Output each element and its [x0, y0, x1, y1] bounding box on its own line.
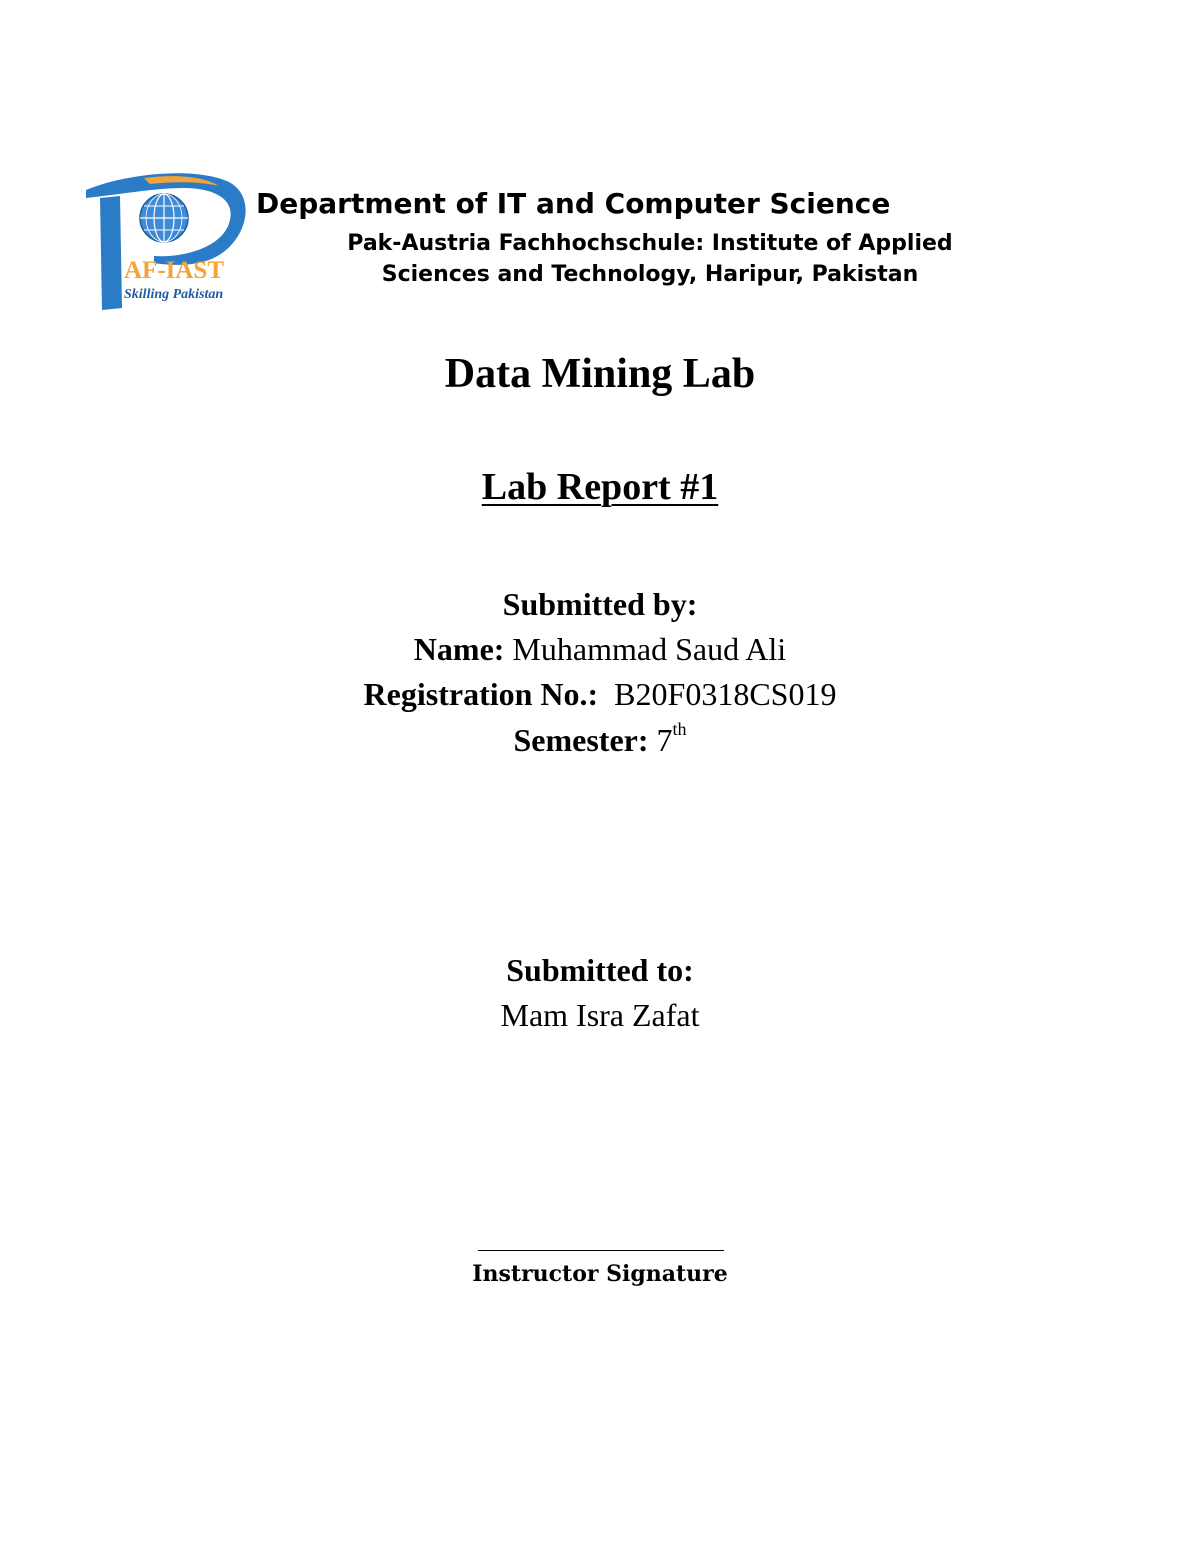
registration-value: B20F0318CS019: [614, 676, 837, 712]
semester-suffix: th: [672, 719, 687, 739]
submitted-by-heading: Submitted by:: [502, 586, 698, 622]
course-title: Data Mining Lab: [444, 351, 756, 397]
student-name-row: [0, 627, 1200, 671]
logo-tagline: Skilling Pakistan: [124, 287, 224, 302]
registration-label: Registration No.:: [363, 676, 599, 712]
name-value: Muhammad Saud Ali: [512, 631, 787, 667]
logo-text: AF-IAST: [124, 257, 225, 284]
semester-label: Semester:: [513, 722, 649, 758]
institute-name: [260, 228, 1040, 290]
signature-line: [478, 1250, 724, 1251]
paf-iast-logo-icon: [84, 168, 248, 312]
report-title-text: Lab Report #1: [481, 466, 719, 508]
institute-line-1: Pak-Austria Fachhochschule: Institute of Applied: [347, 231, 953, 256]
institute-line-2: Sciences and Technology, Haripur, Pakistan: [381, 262, 919, 287]
paf-iast-logo: [84, 168, 248, 312]
registration-row: [0, 672, 1200, 716]
name-label: Name:: [413, 631, 505, 667]
submitted-to-heading: Submitted to:: [506, 952, 694, 988]
instructor-name: Mam Isra Zafat: [500, 997, 700, 1033]
signature-label: Instructor Signature: [472, 1261, 728, 1287]
department-name: Department of IT and Computer Science: [256, 187, 891, 220]
report-title: [0, 462, 1200, 512]
semester-value: 7: [656, 722, 673, 758]
semester-row: [0, 718, 1200, 762]
